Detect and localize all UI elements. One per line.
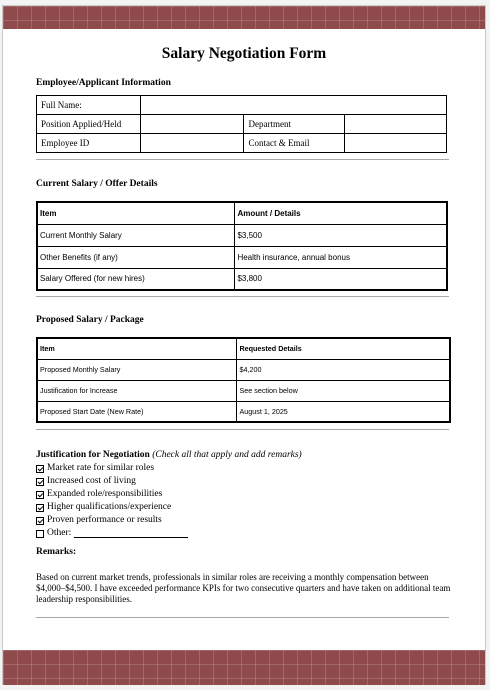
position-field[interactable] bbox=[140, 115, 244, 134]
form-title: Salary Negotiation Form bbox=[161, 45, 327, 62]
details-cell: August 1, 2025 bbox=[237, 401, 450, 422]
checkbox-unchecked-icon[interactable] bbox=[36, 530, 44, 538]
form-page bbox=[2, 5, 486, 685]
item-cell: Other Benefits (if any) bbox=[37, 246, 235, 268]
item-cell: Proposed Start Date (New Rate) bbox=[37, 401, 237, 422]
column-header: Requested Details bbox=[237, 338, 450, 359]
checkbox-item[interactable] bbox=[36, 488, 302, 501]
justification-section bbox=[36, 449, 302, 540]
current-section-title: Current Salary / Offer Details bbox=[36, 179, 158, 189]
table-row bbox=[37, 380, 450, 401]
checkbox-checked-icon[interactable] bbox=[36, 491, 44, 499]
checkbox-item[interactable] bbox=[36, 475, 302, 488]
current-salary-table bbox=[36, 201, 448, 291]
item-cell: Current Monthly Salary bbox=[37, 224, 235, 246]
employee-info-table bbox=[36, 95, 447, 153]
contact-label: Contact & Email bbox=[244, 134, 345, 153]
other-label: Other: bbox=[47, 528, 72, 538]
justification-note: (Check all that apply and add remarks) bbox=[152, 450, 302, 460]
divider bbox=[36, 429, 449, 430]
proposed-section-title: Proposed Salary / Package bbox=[36, 315, 144, 325]
department-label: Department bbox=[244, 115, 345, 134]
bottom-decorative-band bbox=[3, 650, 485, 685]
contact-field[interactable] bbox=[345, 134, 447, 153]
position-label: Position Applied/Held bbox=[37, 115, 141, 134]
checkbox-checked-icon[interactable] bbox=[36, 504, 44, 512]
checkbox-checked-icon[interactable] bbox=[36, 478, 44, 486]
other-input-line[interactable] bbox=[74, 529, 188, 538]
checkbox-checked-icon[interactable] bbox=[36, 517, 44, 525]
amount-cell: Health insurance, annual bonus bbox=[235, 246, 447, 268]
employee-section-title: Employee/Applicant Information bbox=[36, 78, 171, 88]
justification-title: Justification for Negotiation bbox=[36, 450, 150, 460]
remarks-text: Based on current market trends, professionals in similar roles are receiving a monthly compensation between $4,000–$4,500. I have exceeded performance KPIs for two consecutive quarters and have taken on additional team leadership responsibilities. bbox=[36, 572, 451, 604]
table-header-row bbox=[37, 338, 450, 359]
table-header-row bbox=[37, 202, 447, 224]
top-decorative-band bbox=[3, 6, 485, 29]
table-row bbox=[37, 224, 447, 246]
details-cell: See section below bbox=[237, 380, 450, 401]
justification-heading bbox=[36, 449, 302, 462]
department-field[interactable] bbox=[345, 115, 447, 134]
checkbox-item[interactable] bbox=[36, 462, 302, 475]
table-row bbox=[37, 401, 450, 422]
checkbox-checked-icon[interactable] bbox=[36, 465, 44, 473]
checkbox-label: Proven performance or results bbox=[47, 515, 162, 525]
employee-id-label: Employee ID bbox=[37, 134, 141, 153]
column-header: Item bbox=[37, 338, 237, 359]
checkbox-label: Increased cost of living bbox=[47, 476, 136, 486]
checkbox-label: Expanded role/responsibilities bbox=[47, 489, 163, 499]
column-header: Amount / Details bbox=[235, 202, 447, 224]
divider bbox=[36, 296, 449, 297]
divider bbox=[36, 617, 449, 618]
checkbox-label: Market rate for similar roles bbox=[47, 463, 155, 473]
checkbox-item[interactable] bbox=[36, 514, 302, 527]
checkbox-item-other[interactable] bbox=[36, 527, 302, 540]
item-cell: Proposed Monthly Salary bbox=[37, 359, 237, 380]
amount-cell: $3,500 bbox=[235, 224, 447, 246]
full-name-field[interactable] bbox=[140, 96, 446, 115]
item-cell: Justification for Increase bbox=[37, 380, 237, 401]
full-name-label: Full Name: bbox=[37, 96, 141, 115]
column-header: Item bbox=[37, 202, 235, 224]
details-cell: $4,200 bbox=[237, 359, 450, 380]
proposed-salary-table bbox=[36, 337, 451, 423]
checkbox-item[interactable] bbox=[36, 501, 302, 514]
table-row bbox=[37, 359, 450, 380]
checkbox-label: Higher qualifications/experience bbox=[47, 502, 172, 512]
item-cell: Salary Offered (for new hires) bbox=[37, 268, 235, 290]
employee-id-field[interactable] bbox=[140, 134, 244, 153]
amount-cell: $3,800 bbox=[235, 268, 447, 290]
table-row bbox=[37, 268, 447, 290]
remarks-title: Remarks: bbox=[36, 547, 77, 557]
table-row bbox=[37, 246, 447, 268]
divider bbox=[36, 159, 449, 160]
